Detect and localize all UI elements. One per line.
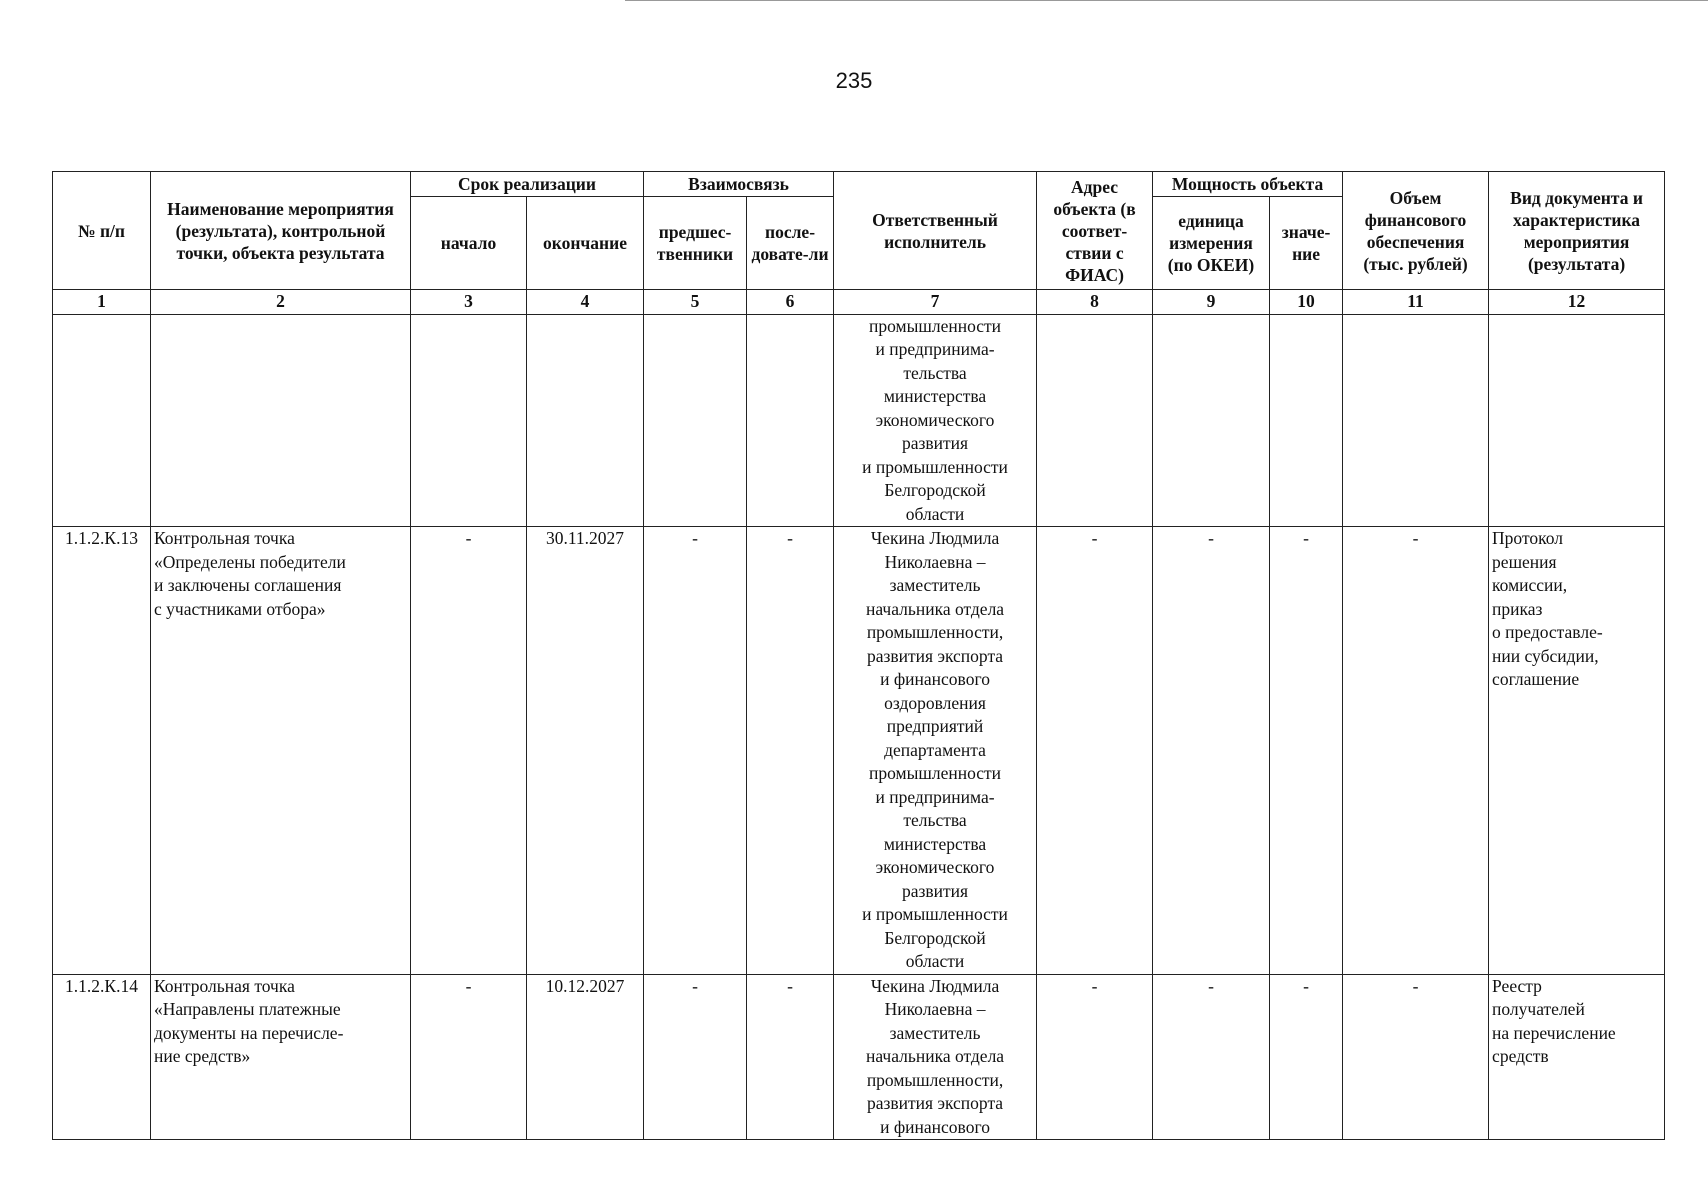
cell-line: экономического — [875, 857, 995, 877]
row-predecessors: - — [644, 974, 747, 1140]
cell-line: области — [905, 951, 965, 971]
row-address — [1037, 314, 1153, 527]
row-successors — [747, 314, 834, 527]
cell-line: и заключены соглашения — [154, 575, 342, 595]
cell-line: документы на перечисле- — [154, 1022, 344, 1043]
cell-line: Николаевна – — [884, 551, 986, 572]
header-value: значе-ние — [1270, 197, 1343, 290]
header-finance: Объем финансового обеспечения (тыс. рублей) — [1343, 172, 1489, 290]
cell-line: Контрольная точка — [154, 975, 295, 996]
cell-line: «Направлены платежные — [154, 999, 341, 1019]
column-numbers-row — [53, 290, 1665, 315]
cell-line: ние средств» — [154, 1046, 251, 1066]
cell-line: промышленности, — [866, 1069, 1004, 1090]
cell-line: промышленности — [869, 763, 1002, 783]
cell-line: Реестр — [1492, 975, 1542, 996]
header-successors: после-довате-ли — [747, 197, 834, 290]
cell-line: оздоровления — [884, 692, 986, 713]
cell-line: начальника отдела — [865, 1046, 1005, 1066]
cell-line: области — [905, 503, 965, 524]
cell-line: заместитель — [889, 575, 981, 595]
row-document — [1489, 314, 1665, 527]
row-document — [1489, 974, 1665, 1140]
column-number: 3 — [411, 290, 527, 315]
row-name — [151, 974, 411, 1140]
row-end: 30.11.2027 — [527, 527, 644, 975]
cell-line: и финансового — [880, 1116, 990, 1137]
cell-line: экономического — [875, 409, 995, 430]
row-predecessors: - — [644, 527, 747, 975]
column-number: 11 — [1343, 290, 1489, 315]
row-finance: - — [1343, 527, 1489, 975]
table-row — [53, 314, 1665, 527]
row-value — [1270, 314, 1343, 527]
column-number: 8 — [1037, 290, 1153, 315]
cell-line: тельства — [903, 810, 967, 830]
cell-line: и финансового — [880, 669, 990, 689]
cell-line: Протокол — [1492, 528, 1563, 548]
column-number: 10 — [1270, 290, 1343, 315]
header-start: начало — [411, 197, 527, 290]
header-number: № п/п — [53, 172, 151, 290]
column-number: 4 — [527, 290, 644, 315]
cell-line: развития — [901, 880, 969, 901]
header-name: Наименование мероприятия (результата), контрольной точки, объекта результата — [151, 172, 411, 290]
row-value: - — [1270, 527, 1343, 975]
cell-line: Николаевна – — [884, 999, 986, 1019]
row-finance: - — [1343, 974, 1489, 1140]
cell-line: Чекина Людмила — [870, 975, 1000, 996]
column-number: 9 — [1153, 290, 1270, 315]
schedule-table — [52, 171, 1665, 1140]
cell-line: Белгородской — [884, 480, 986, 500]
cell-line: средств — [1492, 1046, 1549, 1066]
cell-line: соглашение — [1492, 669, 1580, 689]
row-address: - — [1037, 527, 1153, 975]
cell-line: приказ — [1492, 598, 1543, 619]
cell-line: Белгородской — [884, 927, 986, 948]
cell-line: Контрольная точка — [154, 528, 295, 548]
header-capacity-group: Мощность объекта — [1153, 172, 1343, 197]
header-link-group: Взаимосвязь — [644, 172, 834, 197]
header-unit: единица измерения (по ОКЕИ) — [1153, 197, 1270, 290]
row-end: 10.12.2027 — [527, 974, 644, 1140]
row-number: 1.1.2.К.14 — [53, 974, 151, 1140]
column-number: 12 — [1489, 290, 1665, 315]
header-term-group: Срок реализации — [411, 172, 644, 197]
table-row — [53, 974, 1665, 1140]
header-responsible: Ответственный исполнитель — [834, 172, 1037, 290]
cell-line: Чекина Людмила — [870, 528, 1000, 548]
cell-line: развития экспорта — [866, 645, 1004, 666]
cell-line: о предоставле- — [1492, 622, 1603, 642]
header-document: Вид документа и характеристика мероприятия (результата) — [1489, 172, 1665, 290]
row-name — [151, 527, 411, 975]
cell-line: и промышленности — [862, 456, 1008, 477]
cell-line: департамента — [884, 739, 986, 760]
cell-line: предприятий — [886, 716, 984, 736]
cell-line: развития — [901, 433, 969, 453]
row-responsible — [834, 314, 1037, 527]
row-number — [53, 314, 151, 527]
cell-line: промышленности — [869, 315, 1002, 336]
cell-line: министерства — [883, 386, 987, 406]
cell-line: с участниками отбора» — [154, 598, 326, 619]
row-successors: - — [747, 527, 834, 975]
column-number: 7 — [834, 290, 1037, 315]
column-number: 6 — [747, 290, 834, 315]
row-start: - — [411, 527, 527, 975]
column-number: 5 — [644, 290, 747, 315]
cell-line: «Определены победители — [154, 551, 346, 572]
header-predecessors: предшес-твенники — [644, 197, 747, 290]
header-address: Адрес объекта (в соответ-ствии с ФИАС) — [1037, 172, 1153, 290]
row-name — [151, 314, 411, 527]
table-row — [53, 527, 1665, 975]
row-finance — [1343, 314, 1489, 527]
cell-line: промышленности, — [866, 622, 1004, 642]
cell-line: нии субсидии, — [1492, 645, 1599, 666]
cell-line: тельства — [903, 362, 967, 383]
row-value: - — [1270, 974, 1343, 1140]
row-unit: - — [1153, 974, 1270, 1140]
row-successors: - — [747, 974, 834, 1140]
cell-line: министерства — [883, 833, 987, 854]
row-unit: - — [1153, 527, 1270, 975]
row-responsible — [834, 974, 1037, 1140]
row-address: - — [1037, 974, 1153, 1140]
cell-line: и предпринима- — [875, 339, 995, 359]
cell-line: и промышленности — [862, 904, 1008, 924]
row-number: 1.1.2.К.13 — [53, 527, 151, 975]
header-end: окончание — [527, 197, 644, 290]
row-start: - — [411, 974, 527, 1140]
cell-line: начальника отдела — [865, 598, 1005, 619]
row-start — [411, 314, 527, 527]
row-responsible — [834, 527, 1037, 975]
row-end — [527, 314, 644, 527]
cell-line: решения — [1492, 551, 1557, 572]
cell-line: комиссии, — [1492, 575, 1568, 595]
cell-line: заместитель — [889, 1022, 981, 1043]
row-unit — [1153, 314, 1270, 527]
scan-artifact-line — [625, 0, 1708, 1]
row-document — [1489, 527, 1665, 975]
column-number: 1 — [53, 290, 151, 315]
row-predecessors — [644, 314, 747, 527]
column-number: 2 — [151, 290, 411, 315]
cell-line: развития экспорта — [866, 1093, 1004, 1113]
cell-line: и предпринима- — [875, 786, 995, 807]
page-number: 235 — [835, 68, 873, 93]
cell-line: на перечисление — [1492, 1022, 1616, 1043]
cell-line: получателей — [1492, 999, 1585, 1019]
